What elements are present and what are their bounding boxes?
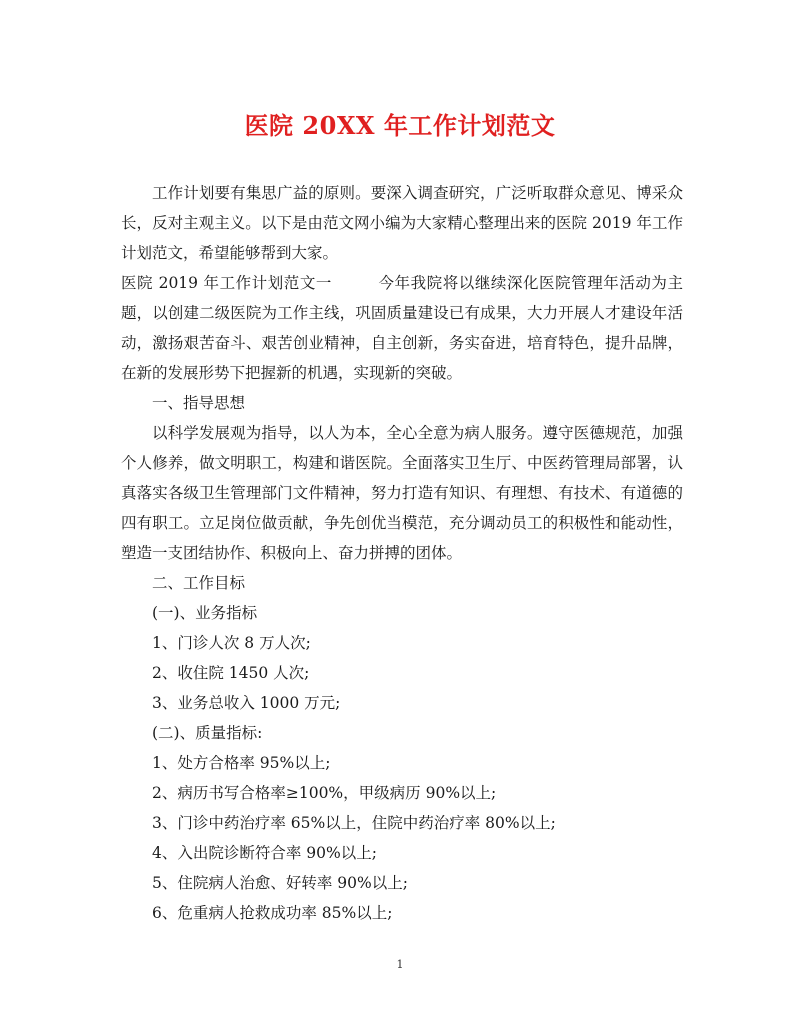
intro-paragraph: 工作计划要有集思广益的原则。要深入调查研究，广泛听取群众意见、博采众长，反对主观主义。以下是由范文网小编为大家精心整理出来的医院 2019 年工作计划范文，希望能够帮到大家。 [121, 184, 683, 262]
list-item: 1、处方合格率 95%以上; [152, 754, 331, 772]
list-item: 6、危重病人抢救成功率 85%以上; [152, 904, 393, 922]
section-paragraph-guiding-ideology: 以科学发展观为指导，以人为本，全心全意为病人服务。遵守医德规范，加强个人修养，做文明职工，构建和谐医院。全面落实卫生厅、中医药管理局部署，认真落实各级卫生管理部门文件精神，努力打造有知识、有理想、有技术、有道德的四有职工。立足岗位做贡献，争先创优当模范，充分调动员工的积极性和能动性，塑造一支团结协作、积极向上、奋力拼搏的团体。 [121, 424, 683, 562]
list-item: 5、住院病人治愈、好转率 90%以上; [152, 874, 408, 892]
page-number: 1 [396, 958, 404, 971]
list-item: 3、门诊中药治疗率 65%以上，住院中药治疗率 80%以上; [152, 814, 556, 832]
list-item: 1、门诊人次 8 万人次; [152, 634, 311, 652]
list-item: 2、病历书写合格率≥100%，甲级病历 90%以上; [152, 784, 497, 802]
section-heading-guiding-ideology: 一、指导思想 [152, 394, 246, 412]
document-title: 医院 20XX 年工作计划范文 [244, 111, 556, 140]
sample-paragraph [121, 268, 683, 388]
sample-text: 今年我院将以继续深化医院管理年活动为主题，以创建二级医院为工作主线，巩固质量建设已有成果，大力开展人才建设年活动，激扬艰苦奋斗、艰苦创业精神，自主创新，务实奋进，培育特色，提升品牌，在新的发展形势下把握新的机遇，实现新的突破。 [121, 274, 683, 382]
document-body [121, 178, 683, 928]
list-item: 2、收住院 1450 人次; [152, 664, 310, 682]
sample-label: 医院 2019 年工作计划范文一 [121, 274, 332, 292]
subsection-heading-quality: (二)、质量指标: [152, 724, 263, 742]
list-item: 3、业务总收入 1000 万元; [152, 694, 341, 712]
list-item: 4、入出院诊断符合率 90%以上; [152, 844, 377, 862]
section-heading-work-goals: 二、工作目标 [152, 574, 246, 592]
subsection-heading-business: (一)、业务指标 [152, 604, 258, 622]
